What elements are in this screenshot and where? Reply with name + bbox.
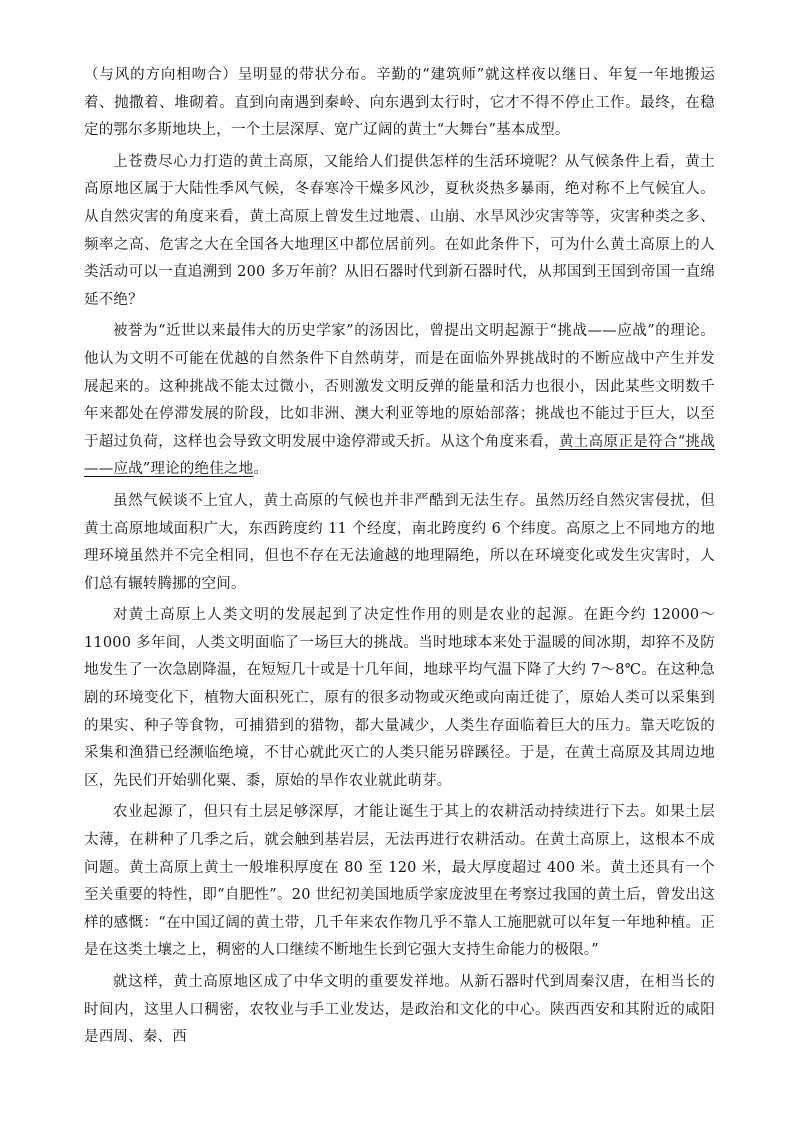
paragraph-agriculture-origin: 对黄土高原上人类文明的发展起到了决定性作用的则是农业的起源。在距今约 12000～11000 多年间，人类文明面临了一场巨大的挑战。当时地球本来处于温暖的间冰期，却猝不及防地发生了一次急剧降温，在短短几十或是十几年间，地球平均气温下降了大约 7～8℃。在这种急剧的环境变化下，植物大面积死亡，原有的很多动物或灭绝或向南迁徙了，原始人类可以采集到的果实、种子等食物，可捕猎到的猎物，都大量减少，人类生存面临着巨大的压力。靠天吃饭的采集和渔猎已经濒临绝境，不甘心就此灭亡的人类只能另辟蹊径。于是，在黄土高原及其周边地区，先民们开始驯化粟、黍，原始的旱作农业就此萌芽。 [84, 607, 715, 789]
paragraph-continuation: （与风的方向相吻合）呈明显的带状分布。辛勤的“建筑师”就这样夜以继日、年复一年地搬运着、抛撒着、堆砌着。直到向南遇到秦岭、向东遇到太行时，它才不得不停止工作。最终，在稳定的鄂尔多斯地块上，一个土层深厚、宽广辽阔的黄土“大舞台”基本成型。 [84, 67, 715, 139]
paragraph-civilization-birthplace: 就这样，黄土高原地区成了中华文明的重要发祥地。从新石器时代到周秦汉唐，在相当长的时间内，这里人口稠密，农牧业与手工业发达，是政治和文化的中心。陕西西安和其附近的咸阳是西周、秦、西 [84, 974, 715, 1046]
paragraph-toynbee-theory [84, 318, 715, 484]
paragraph-living-environment: 上苍费尽心力打造的黄土高原，又能给人们提供怎样的生活环境呢？从气候条件上看，黄土高原地区属于大陆性季风气候，冬春寒冷干燥多风沙，夏秋炎热多暴雨，绝对称不上气候宜人。从自然灾害的角度来看，黄土高原上曾发生过地震、山崩、水旱风沙灾害等等，灾害种类之多、频率之高、危害之大在全国各大地理区中都位居前列。在如此条件下，可为什么黄土高原上的人类活动可以一直追溯到 200 多万年前？从旧石器时代到新石器时代，从邦国到王国到帝国一直绵延不绝？ [84, 153, 715, 308]
paragraph-text: 。 [253, 461, 269, 478]
paragraph-text: 被誉为“近世以来最伟大的历史学家”的汤因比，曾提出文明起源于“挑战——应战”的理论。他认为文明不可能在优越的自然条件下自然萌芽，而是在面临外界挑战时的不断应战中产生并发展起来的。这种挑战不能太过微小，否则激发文明反弹的能量和活力也很小，因此某些文明数千年来都处在停滞发展的阶段，比如非洲、澳大利亚等地的原始部落；挑战也不能过于巨大，以至于超过负荷，这样也会导致文明发展中途停滞或夭折。从这个角度来看， [84, 323, 715, 450]
paragraph-loess-soil: 农业起源了，但只有土层足够深厚，才能让诞生于其上的农耕活动持续进行下去。如果土层太薄，在耕种了几季之后，就会触到基岩层，无法再进行农耕活动。在黄土高原上，这根本不成问题。黄土高原上黄土一般堆积厚度在 80 至 120 米，最大厚度超过 400 米。黄土还具有一个至关重要的特性，即“自肥性”。20 世纪初美国地质学家庞波里在考察过我国的黄土后，曾发出这样的感慨：“在中国辽阔的黄土带，几千年来农作物几乎不靠人工施肥就可以年复一年地种植。正是在这类土壤之上，稠密的人口继续不断地生长到它强大支持生命能力的极限。” [84, 804, 715, 959]
underlined-key-sentence: 黄土高原正是符合“挑战——应战”理论的绝佳之地 [84, 433, 715, 478]
article-body [84, 62, 715, 1056]
paragraph-geography: 虽然气候谈不上宜人，黄土高原的气候也并非严酷到无法生存。虽然历经自然灾害侵扰，但黄土高原地域面积广大，东西跨度约 11 个经度，南北跨度约 6 个纬度。高原之上不同地方的地理环境虽然并不完全相同，但也不存在无法逾越的地理隔绝，所以在环境变化或发生灾害时，人们总有辗转腾挪的空间。 [84, 492, 715, 592]
